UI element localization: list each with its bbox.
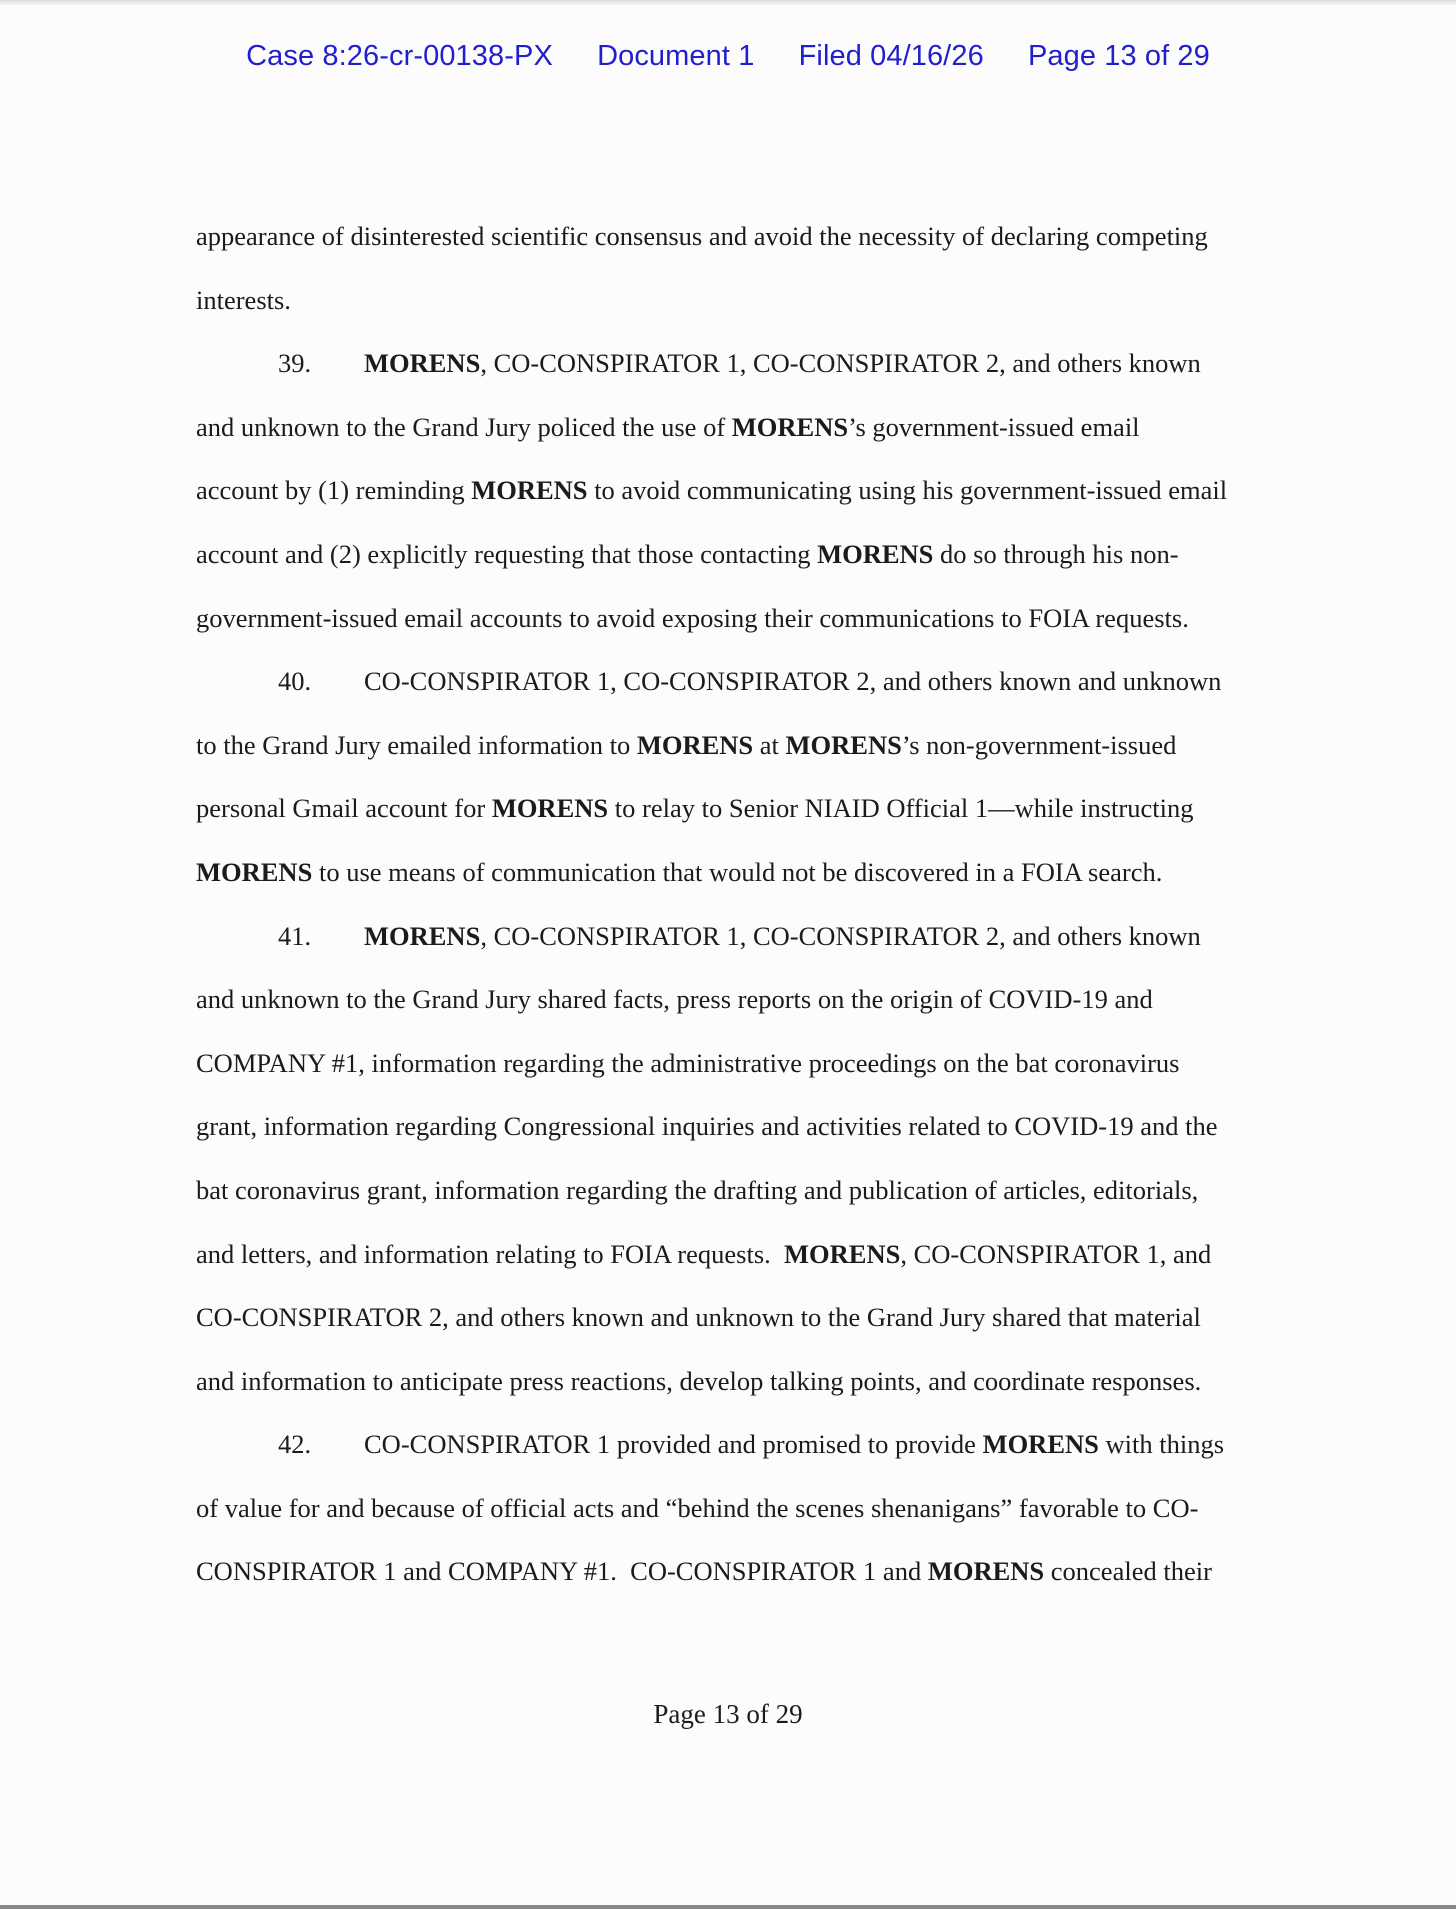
paragraph-continued (196, 205, 1276, 332)
text-line: CO-CONSPIRATOR 2, and others known and unknown to the Grand Jury shared that material (196, 1302, 1201, 1333)
text-line: CONSPIRATOR 1 and COMPANY #1. CO-CONSPIRATOR 1 and MORENS concealed their (196, 1556, 1212, 1587)
ecf-header-stamp (0, 40, 1456, 73)
page-footer: Page 13 of 29 (653, 1699, 803, 1729)
text-line: of value for and because of official acts and “behind the scenes shenanigans” favorable to CO- (196, 1492, 1199, 1523)
text-line: to the Grand Jury emailed information to MORENS at MORENS’s non-government-issued (196, 729, 1177, 760)
text-line: appearance of disinterested scientific consensus and avoid the necessity of declaring competing (196, 221, 1208, 251)
document-body (196, 205, 1276, 1604)
text-line: account by (1) reminding MORENS to avoid communicating using his government-issued email (196, 475, 1228, 506)
page-bottom-edge (0, 1905, 1456, 1909)
paragraph-number: 39. (278, 348, 312, 379)
text-line: MORENS to use means of communication that would not be discovered in a FOIA search. (196, 856, 1163, 887)
text-line: account and (2) explicitly requesting that those contacting MORENS do so through his non- (196, 538, 1179, 569)
text-line: and unknown to the Grand Jury shared facts, press reports on the origin of COVID-19 and (196, 984, 1153, 1015)
document-number: Document 1 (597, 40, 755, 72)
text-line: 41. MORENS, CO-CONSPIRATOR 1, CO-CONSPIRATOR 2, and others known (196, 905, 1276, 969)
text-line: 39. MORENS, CO-CONSPIRATOR 1, CO-CONSPIRATOR 2, and others known (196, 332, 1276, 396)
paragraph-number: 41. (278, 920, 312, 951)
text-line: and information to anticipate press reactions, develop talking points, and coordinate responses. (196, 1365, 1202, 1396)
text-line: and letters, and information relating to FOIA requests. MORENS, CO-CONSPIRATOR 1, and (196, 1238, 1212, 1269)
paragraph-number: 40. (278, 666, 312, 697)
text-line: COMPANY #1, information regarding the administrative proceedings on the bat coronavirus (196, 1047, 1180, 1078)
paragraph-number: 42. (278, 1429, 312, 1460)
paragraph-42 (196, 1413, 1276, 1604)
text-line: interests. (196, 284, 291, 315)
paragraph-39 (196, 332, 1276, 650)
text-line: government-issued email accounts to avoid exposing their communications to FOIA requests. (196, 602, 1189, 633)
filed-date: Filed 04/16/26 (798, 40, 984, 72)
text-line: and unknown to the Grand Jury policed the use of MORENS’s government-issued email (196, 411, 1140, 442)
text-line: 42. CO-CONSPIRATOR 1 provided and promised to provide MORENS with things (196, 1413, 1276, 1477)
text-line: 40. CO-CONSPIRATOR 1, CO-CONSPIRATOR 2, and others known and unknown (196, 650, 1276, 714)
text-line: bat coronavirus grant, information regarding the drafting and publication of articles, editorials, (196, 1174, 1199, 1205)
text-line: personal Gmail account for MORENS to relay to Senior NIAID Official 1—while instructing (196, 793, 1194, 824)
header-page-number: Page 13 of 29 (1027, 40, 1210, 72)
case-number: Case 8:26-cr-00138-PX (246, 40, 553, 72)
text-line: grant, information regarding Congressional inquiries and activities related to COVID-19 and the (196, 1111, 1218, 1142)
paragraph-40 (196, 650, 1276, 904)
page-top-edge (0, 0, 1456, 5)
paragraph-41 (196, 905, 1276, 1414)
